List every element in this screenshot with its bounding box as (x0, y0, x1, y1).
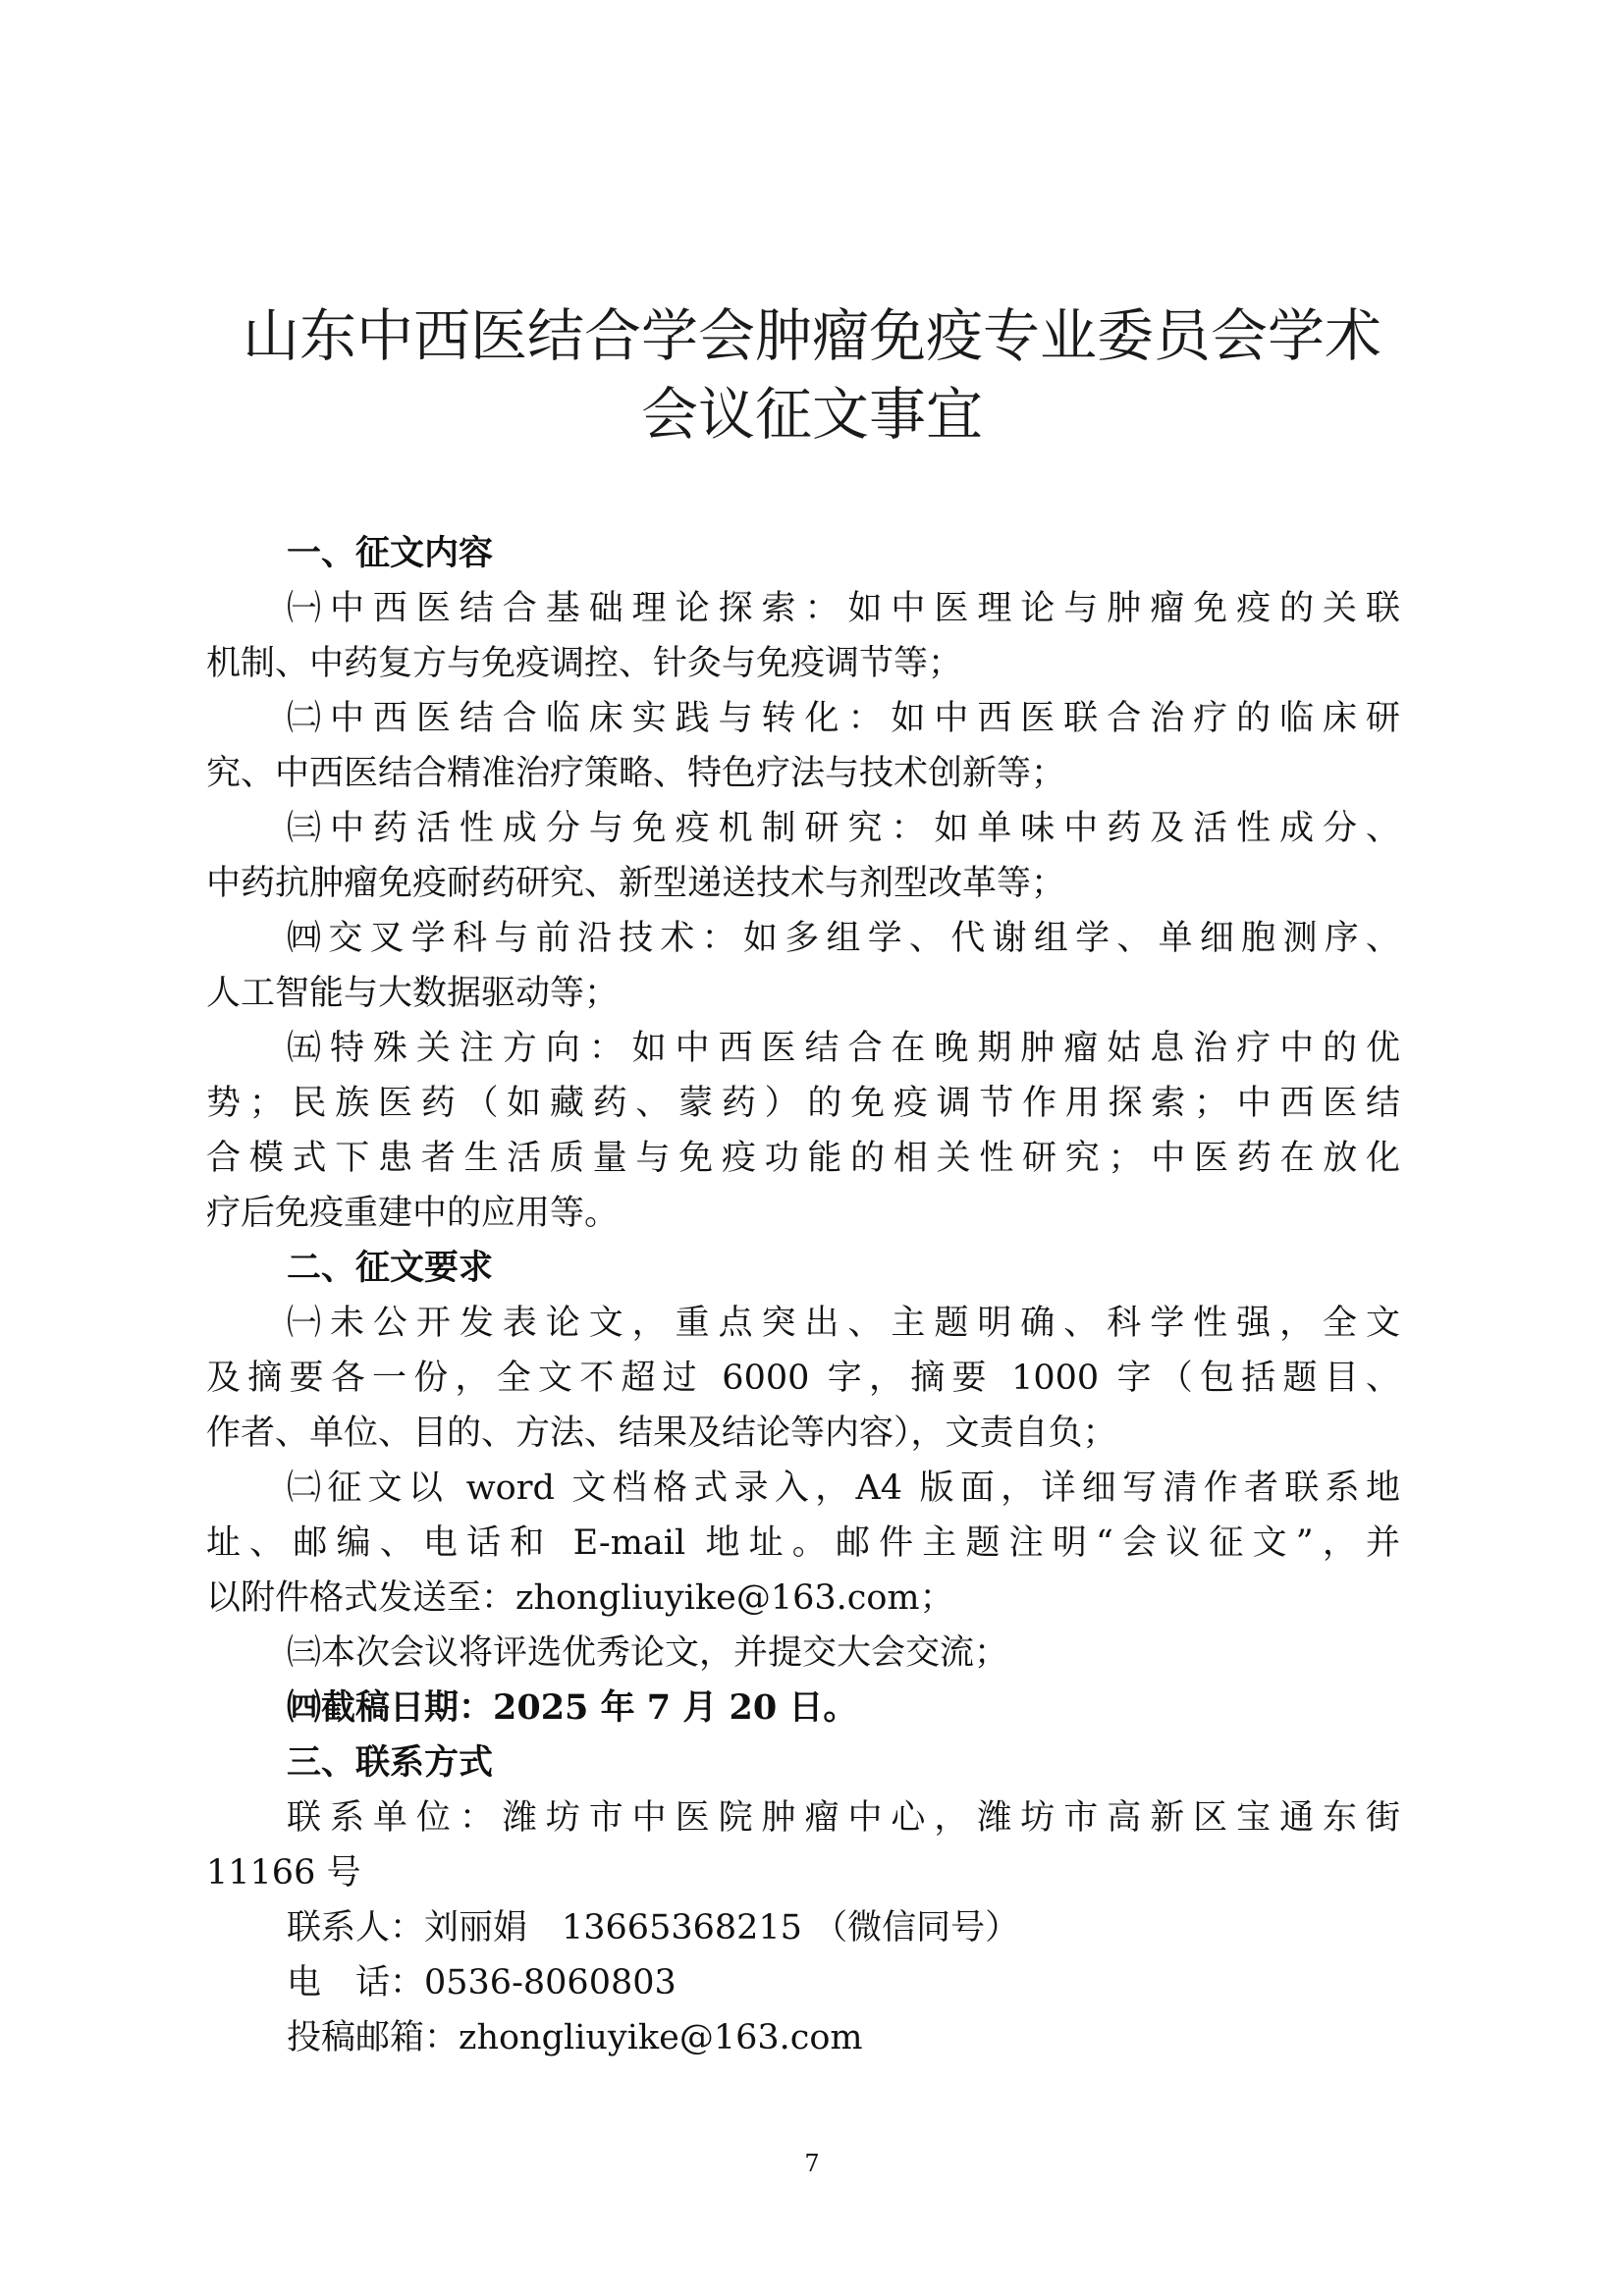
text-line: ㈤特殊关注方向：如中西医结合在晚期肿瘤姑息治疗中的优 (287, 1029, 1400, 1068)
text-line: 投稿邮箱：zhongliuyike@163.com (287, 2018, 863, 2057)
text-line: ㈠中西医结合基础理论探索：如中医理论与肿瘤免疫的关联 (287, 589, 1400, 628)
text-line: 人工智能与大数据驱动等； (206, 974, 620, 1013)
text-line: 势；民族医药（如藏药、蒙药）的免疫调节作用探索；中西医结 (206, 1084, 1400, 1123)
text-line: 中药抗肿瘤免疫耐药研究、新型递送技术与剂型改革等； (206, 864, 1066, 903)
text-line: 联系人：刘丽娟 13665368215 （微信同号） (287, 1908, 1020, 1948)
text-line: ㈢中药活性成分与免疫机制研究：如单味中药及活性成分、 (287, 809, 1400, 848)
text-line: ㈣交叉学科与前沿技术：如多组学、代谢组学、单细胞测序、 (287, 919, 1400, 958)
text-line: ㈠未公开发表论文，重点突出、主题明确、科学性强，全文 (287, 1304, 1400, 1343)
text-line: ㈢本次会议将评选优秀论文，并提交大会交流； (287, 1633, 1009, 1673)
document-body (206, 526, 1400, 2065)
text-line: 疗后免疫重建中的应用等。 (206, 1194, 620, 1233)
text-line: 究、中西医结合精准治疗策略、特色疗法与技术创新等； (206, 754, 1066, 793)
text-line: 址、邮编、电话和 E-mail 地址。邮件主题注明“会议征文”，并 (206, 1523, 1400, 1563)
section-heading: 一、征文内容 (287, 534, 494, 573)
text-line: 机制、中药复方与免疫调控、针灸与免疫调节等； (206, 644, 963, 683)
text-line: 电 话：0536-8060803 (287, 1963, 677, 2002)
document-title-line-2: 会议征文事宜 (640, 381, 983, 448)
page-number: 7 (804, 2150, 820, 2177)
text-line: 联系单位：潍坊市中医院肿瘤中心，潍坊市高新区宝通东街 (287, 1798, 1400, 1838)
text-line: 11166 号 (206, 1853, 361, 1893)
text-line: 合模式下患者生活质量与免疫功能的相关性研究；中医药在放化 (206, 1139, 1400, 1178)
document-title-line-1: 山东中西医结合学会肿瘤免疫专业委员会学术 (242, 302, 1381, 369)
text-line: ㈣截稿日期：2025 年 7 月 20 日。 (287, 1687, 858, 1728)
text-line: ㈡征文以 word 文档格式录入，A4 版面，详细写清作者联系地 (287, 1468, 1400, 1508)
text-line: 作者、单位、目的、方法、结果及结论等内容），文责自负； (206, 1414, 1117, 1453)
text-line: ㈡中西医结合临床实践与转化：如中西医联合治疗的临床研 (287, 699, 1400, 738)
section-heading: 二、征文要求 (287, 1249, 494, 1288)
text-line: 及摘要各一份，全文不超过 6000 字，摘要 1000 字（包括题目、 (206, 1359, 1400, 1398)
text-line: 以附件格式发送至：zhongliuyike@163.com； (206, 1578, 954, 1618)
section-heading: 三、联系方式 (287, 1743, 494, 1783)
